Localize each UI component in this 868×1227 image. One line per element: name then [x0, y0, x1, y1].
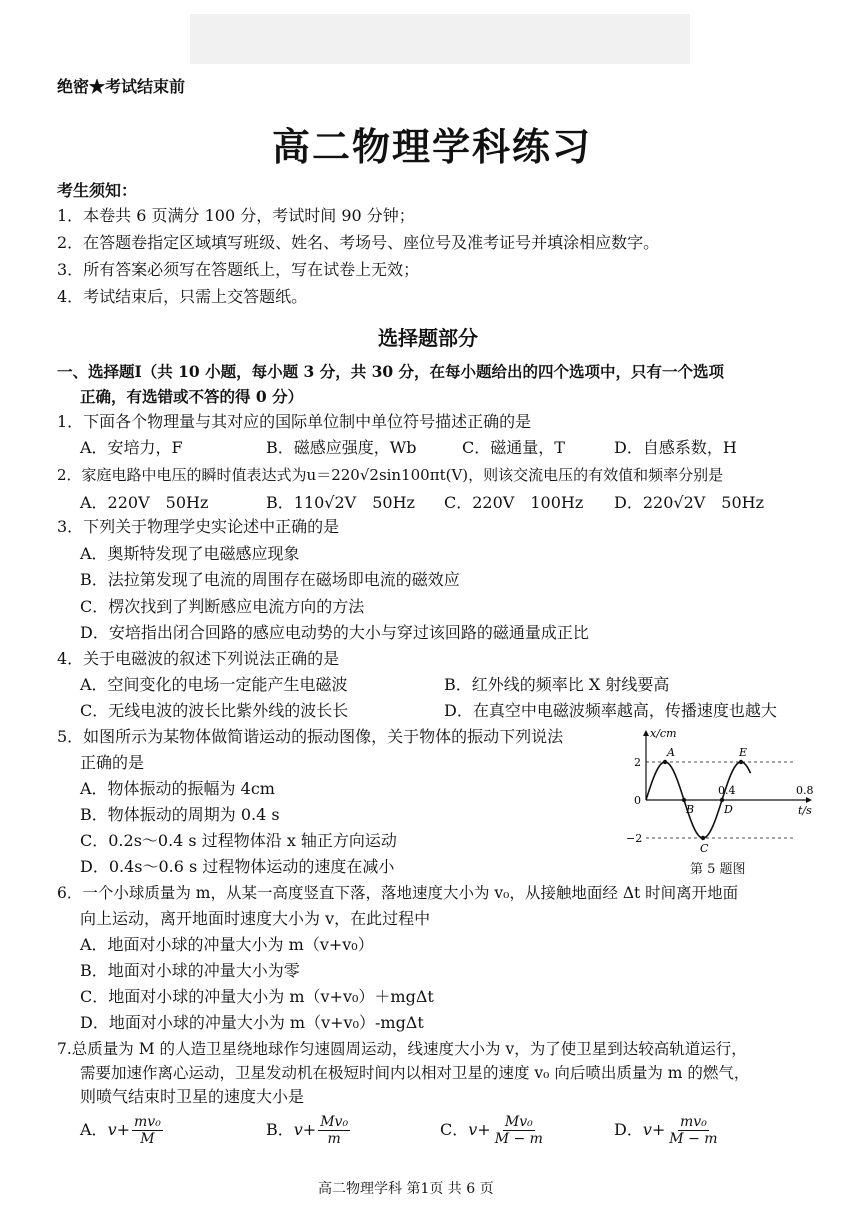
- option: A．物体振动的振幅为 4cm: [80, 779, 275, 798]
- fraction-denominator: m: [327, 1131, 341, 1147]
- y-axis-label: x/cm: [650, 728, 677, 740]
- fraction-numerator: mv₀: [680, 1114, 707, 1130]
- point-C: [701, 836, 705, 840]
- option: C．地面对小球的冲量大小为 m（v+v₀）＋mgΔt: [80, 987, 434, 1006]
- question-stem-cont: 正确的是: [80, 753, 145, 772]
- question-stem: 3．下列关于物理学史实论述中正确的是: [57, 517, 340, 536]
- option: B．磁感应强度，Wb: [266, 438, 417, 457]
- x-tick-label: 0.4: [718, 784, 736, 797]
- fraction-numerator: mv₀: [134, 1114, 161, 1130]
- q5-vibration-graph: [622, 728, 814, 876]
- option: D．地面对小球的冲量大小为 m（v+v₀）-mgΔt: [80, 1013, 424, 1032]
- question-stem-cont: 向上运动，离开地面时速度大小为 v，在此过程中: [80, 909, 431, 928]
- option: [266, 1114, 350, 1147]
- notice-heading: 考生须知：: [57, 181, 138, 200]
- option: D．0.4s～0.6 s 过程物体运动的速度在减小: [80, 857, 395, 876]
- x-tick-label: 0.8: [796, 784, 814, 797]
- notice-item: 3．所有答案必须写在答题纸上，写在试卷上无效；: [57, 260, 420, 279]
- point-D: [720, 798, 724, 802]
- option: D．在真空中电磁波频率越高，传播速度也越大: [444, 701, 777, 720]
- y-tick-label: 0: [634, 794, 641, 807]
- option: C．磁通量，T: [462, 438, 565, 457]
- notice-item: 2．在答题卷指定区域填写班级、姓名、考场号、座位号及准考证号并填涂相应数字。: [57, 233, 660, 252]
- option: B．110√2V 50Hz: [266, 493, 415, 512]
- page-title: 高二物理学科练习: [272, 125, 593, 169]
- question-stem: 4．关于电磁波的叙述下列说法正确的是: [57, 649, 340, 668]
- option: B．地面对小球的冲量大小为零: [80, 961, 300, 980]
- section-title: 选择题部分: [378, 326, 478, 350]
- option: B．法拉第发现了电流的周围存在磁场即电流的磁效应: [80, 570, 460, 589]
- question-stem: 1．下面各个物理量与其对应的国际单位制中单位符号描述正确的是: [57, 412, 532, 431]
- y-tick-label: −2: [626, 832, 643, 845]
- question-stem-cont: 需要加速作离心运动，卫星发动机在极短时间内以相对卫星的速度 v₀ 向后喷出质量为 m 的燃气，: [80, 1064, 750, 1082]
- point-A: [663, 760, 667, 764]
- option: D．220√2V 50Hz: [614, 493, 765, 512]
- option: A．220V 50Hz: [80, 493, 209, 512]
- point-label: E: [739, 746, 748, 759]
- question-stem: 2．家庭电路中电压的瞬时值表达式为u＝220√2sin100πt(V)，则该交流电压的有效值和频率分别是: [57, 466, 724, 484]
- option: C．无线电波的波长比紫外线的波长长: [80, 701, 349, 720]
- confidential-label: 绝密★考试结束前: [57, 77, 186, 96]
- question-stem-cont: 则喷气结束时卫星的速度大小是: [80, 1087, 305, 1106]
- y-axis-arrow: [643, 730, 649, 736]
- page-footer: 高二物理学科 第1页 共 6 页: [318, 1181, 494, 1197]
- part-heading-cont: 正确，有选错或不答的得 0 分）: [80, 387, 304, 406]
- fraction: [667, 1114, 719, 1147]
- option: C．楞次找到了判断感应电流方向的方法: [80, 597, 365, 616]
- option: A．奥斯特发现了电磁感应现象: [80, 544, 300, 563]
- option-prefix: v+: [642, 1120, 666, 1139]
- scan-header-band: [190, 14, 690, 64]
- option: A．空间变化的电场一定能产生电磁波: [80, 675, 348, 694]
- option: B．红外线的频率比 X 射线要高: [444, 675, 670, 694]
- option: C．0.2s～0.4 s 过程物体沿 x 轴正方向运动: [80, 831, 397, 850]
- option-label: A．: [80, 1120, 108, 1139]
- option-label: D．: [614, 1120, 643, 1139]
- fraction-denominator: M − m: [669, 1131, 718, 1147]
- option: [440, 1114, 545, 1147]
- fraction-numerator: Mv₀: [504, 1114, 533, 1130]
- question-stem: 6．一个小球质量为 m，从某一高度竖直下落，落地速度大小为 v₀，从接触地面经 Δt 时间离开地面: [57, 884, 739, 902]
- point-label: A: [667, 746, 675, 759]
- option-label: C．: [440, 1120, 469, 1139]
- option-prefix: v+: [293, 1120, 317, 1139]
- point-B: [682, 798, 686, 802]
- x-axis-label: t/s: [798, 804, 812, 817]
- option: [80, 1114, 163, 1147]
- fraction: [132, 1114, 163, 1147]
- option: C．220V 100Hz: [444, 493, 584, 512]
- fraction-denominator: M − m: [494, 1131, 543, 1147]
- option: A．安培力，F: [80, 438, 183, 457]
- notice-item: 4．考试结束后，只需上交答题纸。: [57, 287, 308, 306]
- option-label: B．: [266, 1120, 294, 1139]
- fraction-numerator: Mv₀: [320, 1114, 349, 1130]
- option-prefix: v+: [107, 1120, 131, 1139]
- question-stem: 7.总质量为 M 的人造卫星绕地球作匀速圆周运动，线速度大小为 v，为了使卫星到达较高轨道运行，: [57, 1040, 747, 1058]
- point-label: D: [724, 803, 733, 816]
- point-E: [739, 760, 743, 764]
- part-heading: 一、选择题Ⅰ（共 10 小题，每小题 3 分，共 30 分，在每小题给出的四个选项中，只有一个选项: [57, 362, 725, 381]
- option: [614, 1114, 720, 1147]
- option: B．物体振动的周期为 0.4 s: [80, 805, 280, 824]
- option: A．地面对小球的冲量大小为 m（v+v₀）: [80, 935, 374, 954]
- option: D．安培指出闭合回路的感应电动势的大小与穿过该回路的磁通量成正比: [80, 623, 589, 642]
- x-axis-arrow: [806, 797, 812, 803]
- option: D．自感系数，H: [614, 438, 737, 457]
- fraction: [493, 1114, 545, 1147]
- fraction: [318, 1114, 350, 1147]
- option-prefix: v+: [468, 1120, 491, 1139]
- point-label: C: [700, 842, 709, 855]
- y-tick-label: 2: [634, 756, 641, 769]
- notice-item: 1．本卷共 6 页满分 100 分，考试时间 90 分钟；: [57, 206, 415, 225]
- point-label: B: [686, 803, 695, 816]
- figure-caption: 第 5 题图: [690, 862, 746, 877]
- question-stem: 5．如图所示为某物体做简谐运动的振动图像，关于物体的振动下列说法: [57, 727, 564, 746]
- fraction-denominator: M: [140, 1131, 155, 1147]
